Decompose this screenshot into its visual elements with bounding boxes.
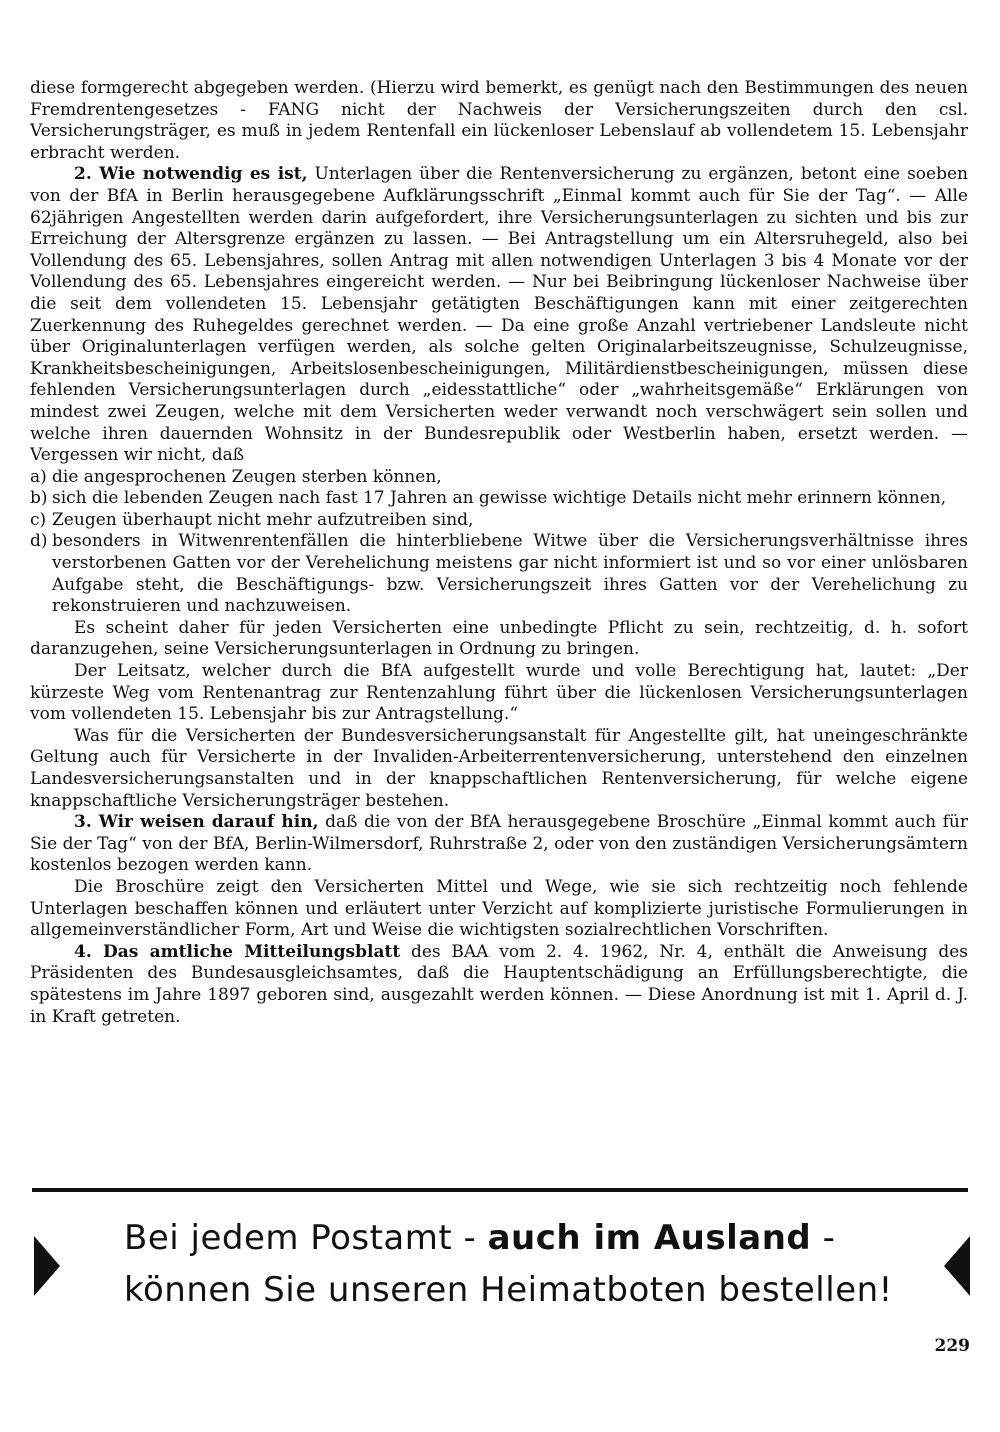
arrow-right-pointing-icon (34, 1236, 60, 1296)
paragraph-2-text: Unterlagen über die Rentenversicherung zu ergänzen, betont eine soeben von der BfA in Berlin herausgegebene Aufklärungsschrift „Einmal kommt auch für Sie der Tag“. — Alle 62jährigen Angestellten werden darin aufgefordert, ihre Versicherungsunterlagen zu sichten und bis zur Erreichung der Altersgrenze ergänzen zu lassen. — Bei Antragstellung um ein Altersruhegeld, also bei Vollendung des 65. Lebensjahres, sollen Antrag mit allen notwendigen Unterlagen 3 bis 4 Monate vor der Vollendung des 65. Lebensjahres eingereicht werden. — Nur bei Beibringung lückenloser Nachweise über die seit dem vollendeten 15. Lebensjahr getätigten Beschäftigungen kann mit einer zeitgerechten Zuerkennung des Ruhegeldes gerechnet werden. — Da eine große Anzahl vertriebener Landsleute nicht über Originalunterlagen verfügen werden, als solche gelten Originalarbeitszeugnisse, Schulzeugnisse, Krankheitsbescheinigungen, Arbeitslosenbescheinigungen, Militärdienstbescheinigungen, müssen diese fehlenden Versicherungsunterlagen durch „eidesstattliche“ oder „wahrheitsgemäße“ Erklärungen von mindest zwei Zeugen, welche mit dem Versicherten weder verwandt noch verschwägert sein sollen und welche ihren dauernden Wohnsitz in der Bundesrepublik oder Westberlin haben, ersetzt werden. — Vergessen wir nicht, daß (30, 164, 968, 466)
ad-line-2: können Sie unseren Heimatboten bestellen! (124, 1270, 893, 1310)
paragraph-brochure: Die Broschüre zeigt den Versicherten Mittel und Wege, wie sie sich rechtzeitig noch fehlende Unterlagen beschaffen können und erläutert unter Verzicht auf komplizierte juristische Formulierungen in allgemeinverständlicher Form, Art und Weise die wichtigsten sozialrechtlichen Vorschriften. (30, 876, 968, 941)
list-text: besonders in Witwenrentenfällen die hinterbliebene Witwe über die Versicherungsverhältnisse ihres verstorbenen Gatten vor der Verehelichung meistens gar nicht informiert ist und so vor einer unlösbaren Aufgabe steht, die Beschäftigungs- bzw. Versicherungszeit ihres Gatten vor der Verehelichung zu rekonstruieren und nachzuweisen. (52, 531, 968, 617)
page-number: 229 (934, 1336, 970, 1356)
ad-line-1-bold: auch im Ausland (487, 1218, 812, 1258)
paragraph-4-text: des BAA vom 2. 4. 1962, Nr. 4, enthält die Anweisung des Präsidenten des Bundesausgleichsamtes, daß die Hauptentschädigung an Erfüllungsberechtigte, die spätestens im Jahre 1897 geboren sind, ausgezahlt werden können. — Diese Anordnung ist mit 1. April d. J. in Kraft getreten. (30, 941, 968, 1027)
article-body (30, 78, 968, 1028)
list-marker: c) (30, 509, 47, 530)
ad-text (124, 1212, 924, 1316)
paragraph-4-lead: 4. Das amtliche Mitteilungsblatt (74, 941, 401, 962)
paragraph-continuation: diese formgerecht abgegeben werden. (Hierzu wird bemerkt, es genügt nach den Bestimmungen des neuen Fremdrentengesetzes - FANG nicht der Nachweis der Versicherungszeiten durch den csl. Versicherungsträger, es muß in jedem Rentenfall ein lückenloser Lebenslauf ab vollendetem 15. Lebensjahr erbracht werden. (30, 78, 968, 163)
divider (32, 1188, 968, 1192)
ad-line-1 (124, 1212, 924, 1264)
list (30, 467, 968, 618)
list-item (30, 467, 968, 489)
list-marker: b) (30, 488, 48, 509)
advertisement (26, 1212, 976, 1322)
paragraph-3-text: daß die von der BfA herausgegebene Broschüre „Einmal kommt auch für Sie der Tag“ von der BfA, Berlin-Wilmersdorf, Ruhrstraße 2, oder von den zuständigen Versicherungsämtern kostenlos bezogen werden kann. (30, 812, 968, 876)
list-item (30, 488, 968, 510)
paragraph-motto: Der Leitsatz, welcher durch die BfA aufgestellt wurde und volle Berechtigung hat, lautet: „Der kürzeste Weg vom Rentenantrag zur Rentenzahlung führt über die lückenlosen Versicherungsunterlagen vom vollendeten 15. Lebensjahr bis zur Antragstellung.“ (30, 661, 968, 725)
paragraph-other-insurers: Was für die Versicherten der Bundesversicherungsanstalt für Angestellte gilt, hat uneingeschränkte Geltung auch für Versicherte in der Invaliden-Arbeiterrentenversicherung, unterstehend den einzelnen Landesversicherungsanstalten und in der knappschaftlichen Rentenversicherung, für welche eigene knappschaftliche Versicherungsträger bestehen. (30, 725, 968, 811)
paragraph-3 (30, 812, 968, 877)
list-marker: a) (30, 466, 47, 487)
list-marker: d) (30, 531, 48, 552)
ad-line-1-end: - (811, 1218, 836, 1258)
list-text: Zeugen überhaupt nicht mehr aufzutreiben sind, (52, 509, 474, 530)
list-item (30, 531, 968, 617)
paragraph-2 (30, 164, 968, 466)
paragraph-2-lead: 2. Wie notwendig es ist, (74, 164, 308, 185)
paragraph-3-lead: 3. Wir weisen darauf hin, (74, 812, 319, 833)
list-text: die angesprochenen Zeugen sterben können, (52, 466, 442, 487)
paragraph-4 (30, 942, 968, 1028)
list-text: sich die lebenden Zeugen nach fast 17 Jahren an gewisse wichtige Details nicht mehr erinnern können, (52, 488, 947, 509)
ad-line-1-start: Bei jedem Postamt - (124, 1218, 488, 1258)
paragraph-duty: Es scheint daher für jeden Versicherten eine unbedingte Pflicht zu sein, rechtzeitig, d. h. sofort daranzugehen, seine Versicherungsunterlagen in Ordnung zu bringen. (30, 617, 968, 660)
arrow-left-pointing-icon (944, 1236, 970, 1296)
list-item (30, 510, 968, 532)
